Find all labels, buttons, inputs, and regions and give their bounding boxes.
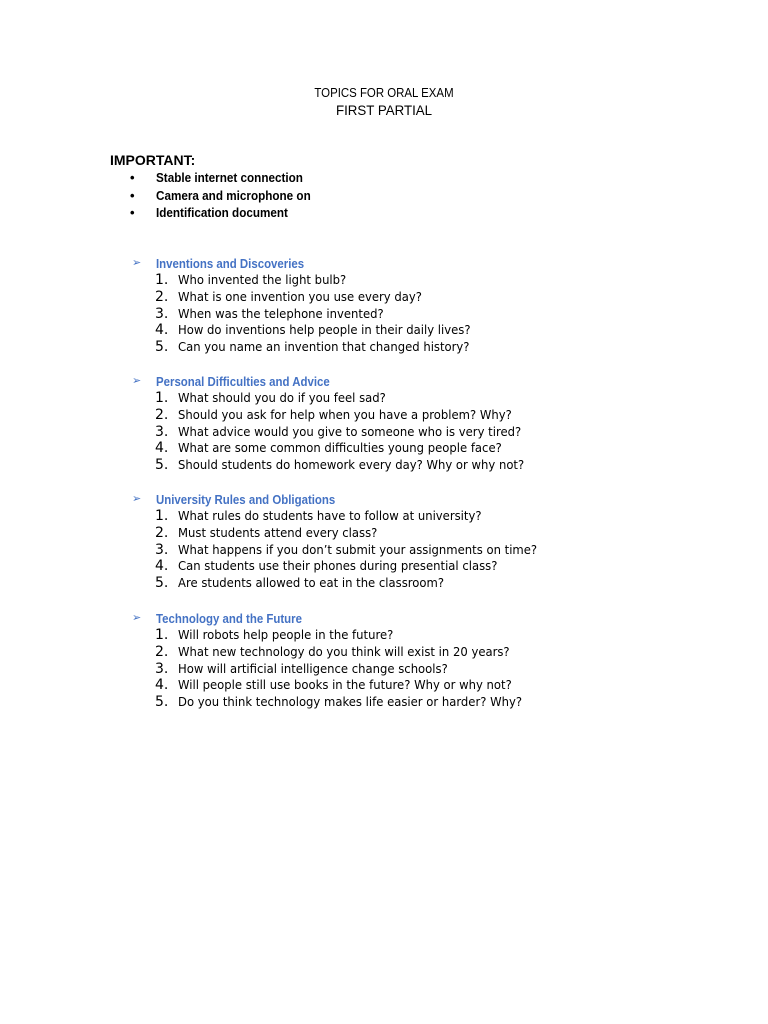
question-number: 1. — [155, 390, 169, 406]
section-title: Technology and the Future — [156, 611, 302, 626]
question-text: What happens if you don’t submit your assignments on time? — [178, 541, 538, 557]
question-text: What new technology do you think will exist in 20 years? — [178, 643, 510, 659]
question-number: 3. — [155, 541, 169, 558]
arrow-bullet-icon: ➢ — [132, 493, 142, 505]
question-text: Will robots help people in the future? — [178, 627, 394, 642]
question-text: What should you do if you feel sad? — [178, 390, 386, 405]
question-text: What advice would you give to someone who is very tired? — [178, 423, 522, 439]
question-text: What rules do students have to follow at university? — [178, 508, 482, 523]
question-text: What are some common difficulties young people face? — [178, 440, 502, 456]
question-text: Must students attend every class? — [178, 524, 378, 540]
question-number: 2. — [155, 288, 169, 305]
section-title: University Rules and Obligations — [156, 492, 336, 507]
bullet-icon: • — [130, 170, 135, 185]
requirement-text: Stable internet connection — [156, 170, 303, 185]
document-subtitle: FIRST PARTIAL — [335, 102, 433, 118]
question-number: 1. — [155, 627, 169, 643]
question-text: Can you name an invention that changed history? — [178, 339, 470, 355]
question-number: 5. — [155, 694, 169, 711]
section-title: Personal Difficulties and Advice — [156, 374, 330, 389]
question-number: 5. — [155, 575, 169, 592]
question-text: Will people still use books in the future? Why or why not? — [178, 677, 512, 693]
requirement-text: Identification document — [156, 205, 288, 220]
arrow-bullet-icon: ➢ — [132, 612, 142, 624]
important-heading: IMPORTANT: — [110, 152, 196, 168]
question-number: 4. — [155, 440, 169, 457]
question-text: Who invented the light bulb? — [178, 272, 347, 287]
question-number: 2. — [155, 524, 169, 541]
question-number: 4. — [155, 677, 169, 694]
bullet-icon: • — [130, 187, 135, 203]
question-text: How will artificial intelligence change schools? — [178, 660, 448, 676]
question-number: 1. — [155, 508, 169, 524]
question-number: 5. — [155, 339, 169, 356]
question-text: When was the telephone invented? — [178, 305, 384, 321]
arrow-bullet-icon: ➢ — [132, 257, 142, 269]
section-title: Inventions and Discoveries — [156, 256, 305, 271]
question-number: 2. — [155, 406, 169, 423]
question-number: 2. — [155, 643, 169, 660]
question-number: 4. — [155, 558, 169, 575]
question-number: 5. — [155, 457, 169, 474]
question-text: Do you think technology makes life easier or harder? Why? — [178, 694, 523, 710]
bullet-icon: • — [130, 205, 135, 220]
question-text: Can students use their phones during presential class? — [178, 558, 498, 574]
question-number: 4. — [155, 322, 169, 339]
question-text: Are students allowed to eat in the classroom? — [178, 575, 445, 591]
question-number: 1. — [155, 272, 169, 288]
question-number: 3. — [155, 423, 169, 440]
question-text: Should you ask for help when you have a problem? Why? — [178, 406, 512, 422]
question-number: 3. — [155, 305, 169, 322]
question-text: Should students do homework every day? Why or why not? — [178, 457, 525, 473]
requirement-text: Camera and microphone on — [156, 187, 311, 203]
document-title: TOPICS FOR ORAL EXAM — [314, 85, 454, 100]
question-text: What is one invention you use every day? — [178, 288, 422, 304]
question-number: 3. — [155, 660, 169, 677]
arrow-bullet-icon: ➢ — [132, 375, 142, 387]
question-text: How do inventions help people in their daily lives? — [178, 322, 471, 338]
